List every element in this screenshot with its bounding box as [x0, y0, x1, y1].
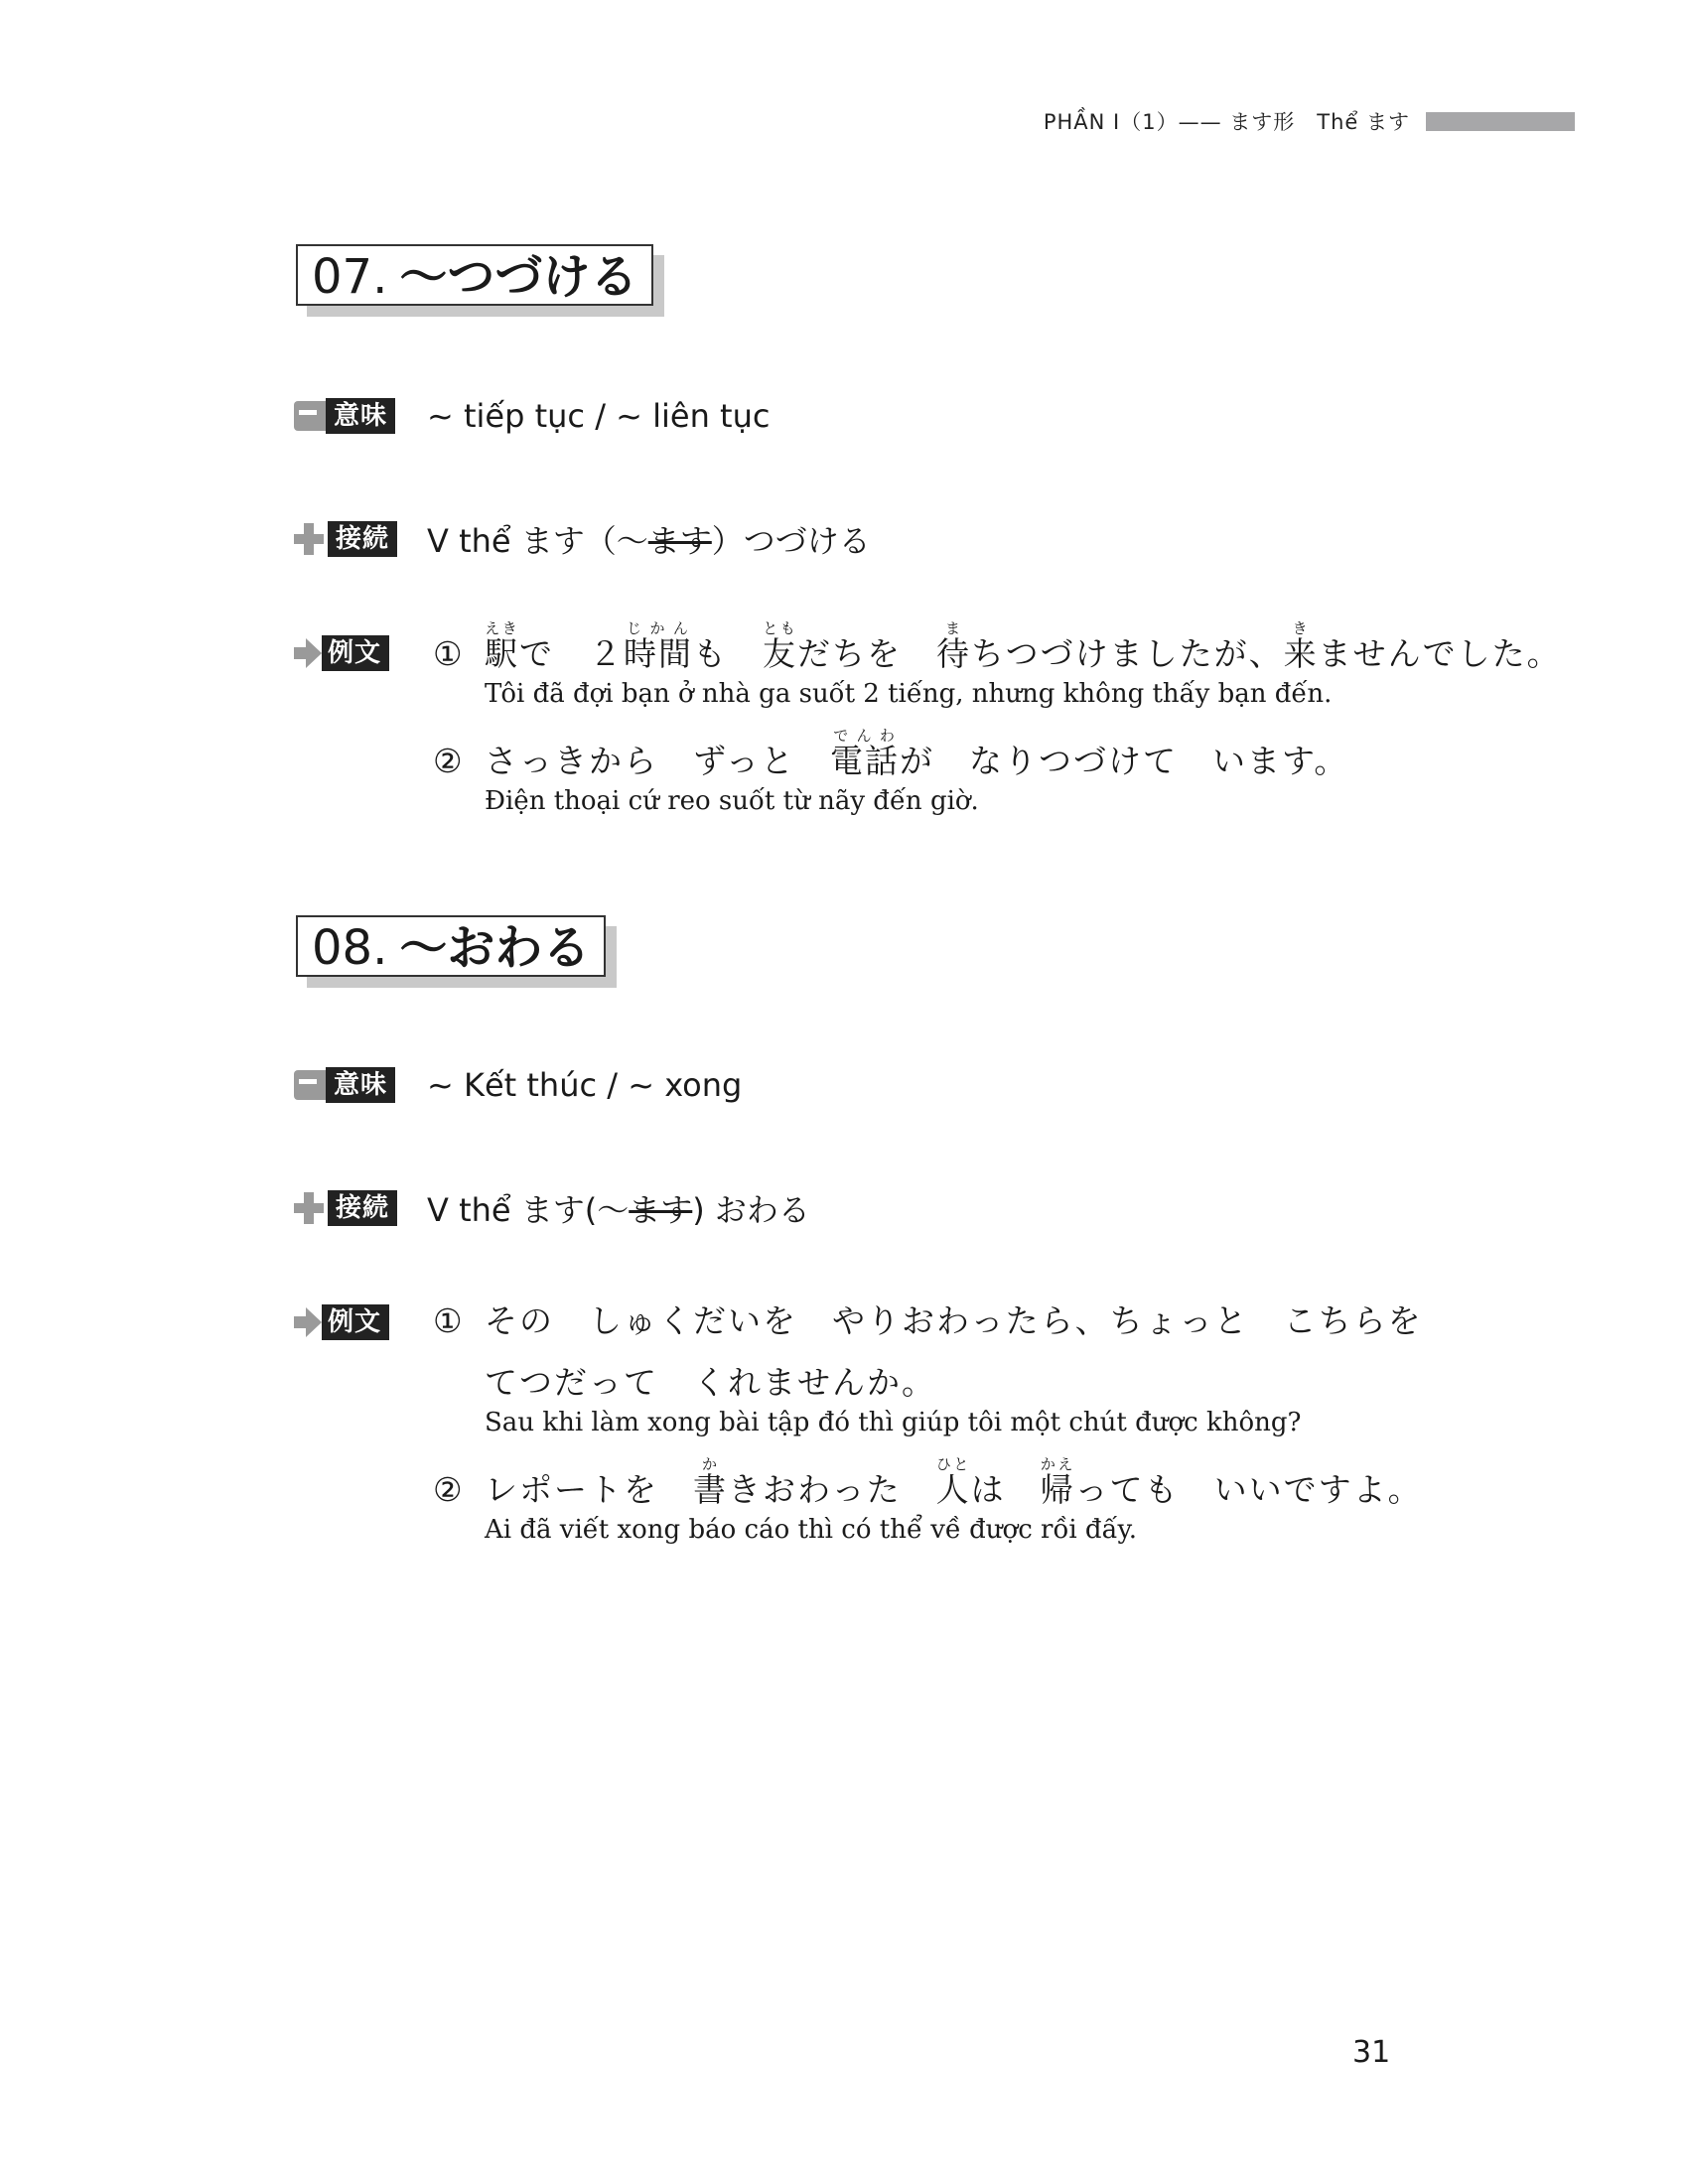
jp-text: ませんでした。	[1318, 634, 1562, 673]
furigana: かえ	[1040, 1455, 1075, 1473]
reibun-label	[294, 1304, 413, 1340]
running-header	[1044, 107, 1575, 135]
jp-text: で ２	[519, 634, 624, 673]
example-jp	[433, 619, 1562, 677]
jp-text: が なりつづけて います。	[900, 742, 1349, 780]
example-translation: Ai đã viết xong báo cáo thì có thể về được rồi đấy.	[485, 1515, 1138, 1545]
section-08-title	[296, 915, 606, 977]
section-number: 08.	[312, 920, 388, 976]
jp-text: は	[970, 1470, 1041, 1509]
imi-tag: 意味	[326, 1067, 395, 1103]
plus-icon	[294, 1190, 328, 1226]
jp-text: 待	[936, 634, 971, 673]
jp-text: さっきから ずっと	[485, 742, 831, 780]
example-translation: Tôi đã đợi bạn ở nhà ga suốt 2 tiếng, nhưng không thấy bạn đến.	[485, 679, 1333, 709]
header-bar	[1426, 112, 1575, 131]
section-08-meaning-row	[294, 1066, 742, 1104]
imi-label	[294, 398, 413, 434]
jp-text: 来	[1283, 634, 1319, 673]
example-08-2	[433, 1455, 1423, 1547]
setsuzoku-tag: 接続	[328, 1190, 397, 1226]
example-jp	[433, 727, 1348, 784]
meaning-text: ~ tiếp tục / ~ liên tục	[427, 397, 771, 435]
example-translation: Điện thoại cứ reo suốt từ nãy đến giờ.	[485, 786, 979, 816]
arrow-head-icon	[306, 638, 322, 668]
example-07-1	[433, 619, 1562, 711]
page-number: 31	[1352, 2035, 1391, 2070]
header-text: PHẦN Ⅰ（1）—— ます形 Thể ます	[1043, 110, 1410, 134]
jp-text: 時間	[624, 634, 693, 673]
conn-post: ) おわる	[692, 1191, 810, 1229]
jp-text: ちつづけましたが、	[971, 634, 1284, 673]
section-name: ～つづける	[399, 249, 638, 305]
imi-label	[294, 1067, 413, 1103]
conn-pre: V thể ます(～	[427, 1191, 630, 1229]
jp-text: 電話	[830, 742, 901, 780]
example-jp	[433, 1455, 1423, 1513]
section-07-reibun-label-row	[294, 635, 413, 671]
conn-strike: ます	[647, 522, 712, 560]
connection-text	[427, 1185, 810, 1231]
setsuzoku-label	[294, 521, 413, 557]
connection-text	[427, 516, 871, 562]
example-number: ②	[433, 742, 463, 780]
section-07-connection-row	[294, 516, 871, 562]
section-name: ～おわる	[399, 920, 591, 976]
section-number: 07.	[312, 249, 388, 305]
arrow-head-icon	[306, 1307, 322, 1337]
furigana: か	[693, 1455, 728, 1473]
section-08-connection-row	[294, 1185, 810, 1231]
jp-text: も	[693, 634, 763, 673]
furigana: とも	[763, 619, 797, 637]
book-icon	[294, 1070, 326, 1100]
conn-post: ）つづける	[711, 522, 871, 560]
example-jp-continued: てつだって くれませんか。	[485, 1363, 936, 1402]
furigana: えき	[485, 619, 519, 637]
conn-strike: ます	[629, 1191, 693, 1229]
example-number: ②	[433, 1470, 463, 1509]
jp-text: 書	[693, 1470, 728, 1509]
setsuzoku-tag: 接続	[328, 521, 397, 557]
section-title-box	[296, 915, 606, 977]
jp-text: 人	[935, 1470, 971, 1509]
reibun-tag: 例文	[322, 1304, 389, 1340]
reibun-label	[294, 635, 413, 671]
section-07-title	[296, 244, 653, 306]
plus-icon	[294, 521, 328, 557]
jp-text: っても いいですよ。	[1074, 1470, 1423, 1509]
jp-text: 駅	[485, 634, 519, 673]
example-number: ①	[433, 1301, 463, 1340]
jp-text: その しゅくだいを やりおわったら、ちょっと こちらを	[485, 1301, 1423, 1340]
example-translation: Sau khi làm xong bài tập đó thì giúp tôi một chút được không?	[485, 1408, 1302, 1437]
furigana: でんわ	[830, 727, 901, 745]
furigana: き	[1283, 619, 1319, 637]
jp-text: 友	[763, 634, 797, 673]
jp-text: 帰	[1040, 1470, 1075, 1509]
furigana: ひと	[935, 1455, 971, 1473]
furigana: じかん	[624, 619, 693, 637]
section-title-box	[296, 244, 653, 306]
example-08-1	[433, 1298, 1423, 1439]
conn-pre: V thể ます（～	[427, 522, 648, 560]
meaning-text: ~ Kết thúc / ~ xong	[427, 1066, 743, 1104]
example-number: ①	[433, 634, 463, 673]
reibun-tag: 例文	[322, 635, 389, 671]
jp-text: きおわった	[728, 1470, 936, 1509]
furigana: ま	[936, 619, 971, 637]
section-07-meaning-row	[294, 397, 770, 435]
example-07-2	[433, 727, 1348, 818]
book-icon	[294, 401, 326, 431]
section-08-reibun-label-row	[294, 1304, 413, 1340]
example-jp	[433, 1298, 1423, 1344]
jp-text: だちを	[797, 634, 936, 673]
imi-tag: 意味	[326, 398, 395, 434]
setsuzoku-label	[294, 1190, 413, 1226]
jp-text: レポートを	[485, 1470, 693, 1509]
